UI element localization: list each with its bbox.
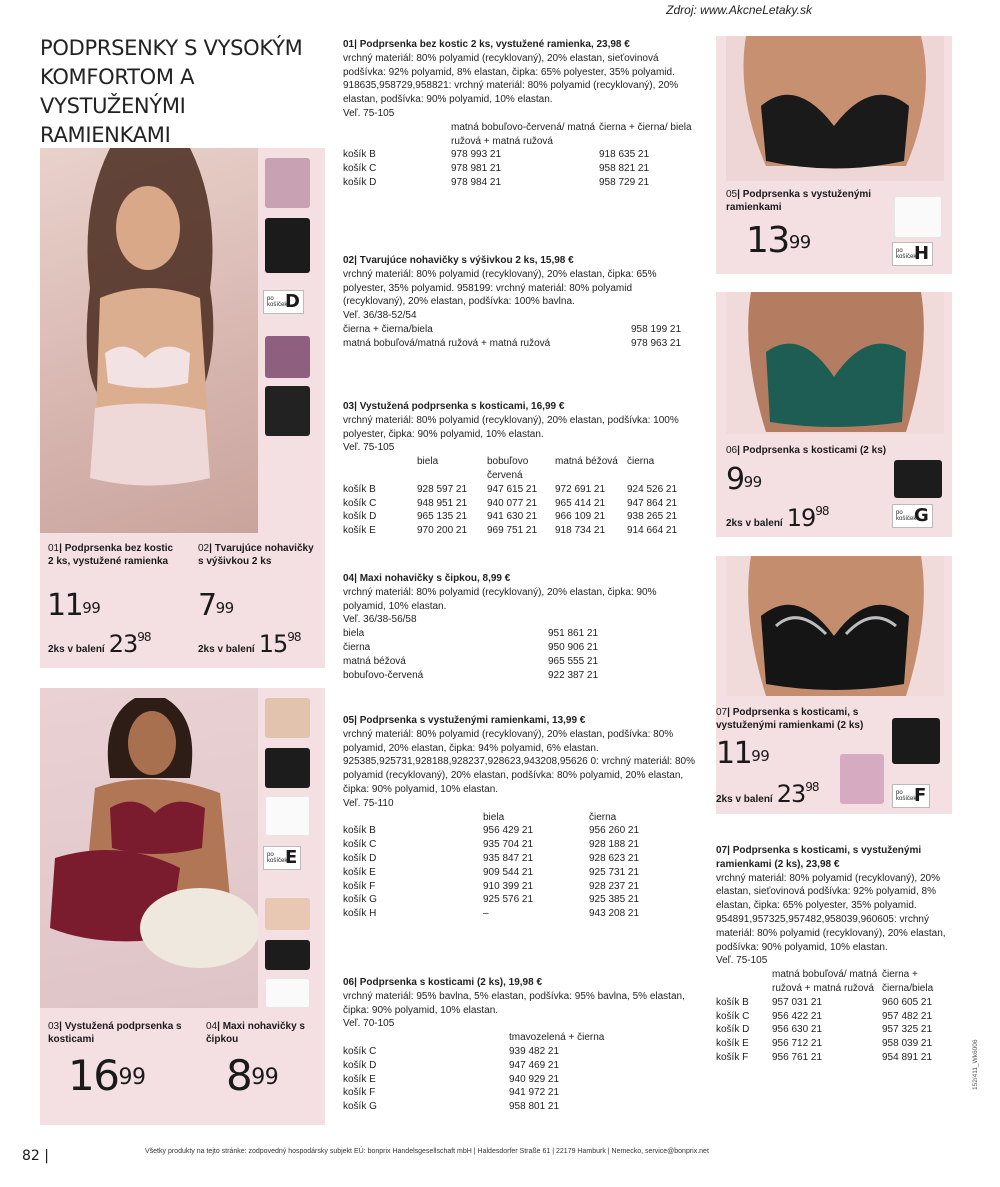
table-row: košík D 947 469 21 xyxy=(343,1059,560,1071)
table-row: košík D 956 630 21 957 325 21 xyxy=(716,1024,933,1036)
thumb-bra-black-3 xyxy=(894,460,942,498)
table-row: košík B 957 031 21 960 605 21 xyxy=(716,996,933,1008)
table-row: košík C 978 981 21 958 821 21 xyxy=(343,163,650,175)
table-row: košík C 939 482 21 xyxy=(343,1045,560,1057)
thumb-briefs-black-2 xyxy=(265,940,310,970)
table-row: bobuľovo-červená 922 387 21 xyxy=(343,669,599,681)
offer-07-caption: 07| Podprsenka s kosticami, s vystuženými ramienkami (2 ks) xyxy=(716,707,864,731)
offer-07-price: $11^{99}$ xyxy=(716,736,770,771)
table-row: košík F 941 972 21 xyxy=(343,1087,560,1099)
desc-06: 06| Podprsenka s kosticami (2 ks), 19,98 € vrchný materiál: 95% bavlna, 5% elastan, podšívka: 95% bavlna, 5% elastan, čipka: 90% polyamid, 10% elastan. Veľ. 70-105 tmavozelená + čierna košík C 939 482 21 košík D 947 469 21 košík E 940 929 21 košík F 941 972 21 košík G 958 801 21 xyxy=(343,977,685,1113)
table-row: košík D 965 135 21 941 630 21 966 109 21 938 265 21 xyxy=(343,511,678,523)
table-row: košík B 928 597 21 947 615 21 972 691 21 924 526 21 xyxy=(343,483,678,495)
offer-panel-07 xyxy=(716,556,952,814)
desc-05-table: biela čierna košík B 956 429 21 956 260 21 košík C 935 704 21 928 188 21 košík D 935 847 21 928 623 21 košík E 909 544 21 925 731 21 košík F 910 399 21 928 237 21 košík G 925 576 21 925 385 21 košík H – 943 208 21 xyxy=(343,811,640,920)
offer-03-price: $16^{99}$ xyxy=(68,1051,146,1100)
desc-01: 01| Podprsenka bez kostic 2 ks, vystužené ramienka, 23,98 € vrchný materiál: 80% polyamid (recyklovaný), 20% elastan, sieťovinová podšívka: 92% polyamid, 8% elastan, čipka: 65% polyester, 35% polyamid. 918635,958729,958821: vrchný materiál: 80% polyamid (recyklovaný), 20% elastan, podšívka: 90% polyamid, 10% elastan. Veľ. 75-105 matná bobuľovo-červená/ matná ružová + matná ružová čierna + čierna/ biela košík B 978 993 21 918 635 21 košík C 978 981 21 958 821 21 košík D 978 984 21 958 729 21 xyxy=(343,39,692,188)
desc-06-table: tmavozelená + čierna košík C 939 482 21 košík D 947 469 21 košík E 940 929 21 košík F 941 972 21 košík G 958 801 21 xyxy=(343,1032,605,1113)
cup-size-tag-f: po košíček F xyxy=(892,784,930,808)
offer-01-price: $11^{99}$ xyxy=(47,588,101,623)
offer-07-pack-price: 2ks v balení $23^{98}$ xyxy=(716,780,819,808)
table-row: košík E 909 544 21 925 731 21 xyxy=(343,866,640,878)
cup-size-tag-e: po košíček E xyxy=(263,846,301,870)
thumb-briefs-white xyxy=(265,978,310,1008)
offer-04-price: $8^{99}$ xyxy=(226,1051,279,1100)
offer-02-pack-price: 2ks v balení $15^{98}$ xyxy=(198,630,301,658)
table-row: košík E 956 712 21 958 039 21 xyxy=(716,1038,933,1050)
offer-06-price: $9^{99}$ xyxy=(726,462,762,497)
offer-02-price: $7^{99}$ xyxy=(198,588,234,623)
desc-03-table: biela bobuľovo červená matná béžová čierna košík B 928 597 21 947 615 21 972 691 21 924 526 21 košík C 948 951 21 940 077 21 965 414 21 947 864 21 košík D 965 135 21 941 630 21 966 109 21 938 265 21 košík E 970 200 21 969 751 21 918 734 21 914 664 21 xyxy=(343,456,678,537)
offer-02-caption: 02| Tvarujúce nohavičky s výšivkou 2 ks xyxy=(198,543,314,567)
thumb-bra-mauve-2 xyxy=(840,754,884,804)
thumb-briefs-black xyxy=(265,386,310,436)
offer-06-caption: 06| Podprsenka s kosticami (2 ks) xyxy=(726,445,887,456)
model-photo-pink-lingerie xyxy=(40,148,258,533)
table-row: matná béžová 965 555 21 xyxy=(343,655,599,667)
offer-panel-01-02 xyxy=(40,148,325,668)
legal-footer: Všetky produkty na tejto stránke: zodpovedný hospodársky subjekt EÚ: bonprix Handelsgesellschaft mbH | Haldesdorfer Straße 61 | 22179 Hamburk | Nemecko, service@bonprix.net xyxy=(145,1148,709,1155)
table-row: košík F 956 761 21 954 891 21 xyxy=(716,1051,933,1063)
page-headline: PODPRSENKY S VYSOKÝM KOMFORTOM A VYSTUŽENÝMI RAMIENKAMI xyxy=(40,36,303,147)
table-row: čierna 950 906 21 xyxy=(343,641,599,653)
desc-02-table xyxy=(343,323,681,351)
table-row: košík D 935 847 21 928 623 21 xyxy=(343,852,640,864)
product-photo-bra-green xyxy=(726,292,944,434)
desc-02: 02| Tvarujúce nohavičky s výšivkou 2 ks, 15,98 € vrchný materiál: 80% polyamid (recyklovaný), 20% elastan, čipka: 65% polyester, 35% polyamid. 958199: vrchný materiál: 80% polyamid (recyklovaný), 20% elastan, podšívka: 100% bavlna. Veľ. 36/38-52/54 čierna + čierna/biela 958 199 21 matná bobuľová/matná ružová + matná ružová 978 963 21 xyxy=(343,255,682,349)
table-row: košík F 910 399 21 928 237 21 xyxy=(343,880,640,892)
table-row: košík B 978 993 21 918 635 21 xyxy=(343,149,650,161)
table-row: košík D 978 984 21 958 729 21 xyxy=(343,176,650,188)
desc-05: 05| Podprsenka s vystuženými ramienkami, 13,99 € vrchný materiál: 80% polyamid (recyklovaný), 20% elastan, podšívka: 80% polyamid, 20% elastan, čipka: 94% polyamid, 6% elastan. 925385,925731,928188,928237,928623,943208,95626 0: vrchný materiál: 80% polyamid (recyklovaný), 20% elastan, podšívka: 80% polyamid, 20% elastan, čipka: 90% polyamid, 10% elastan. Veľ. 75-110 biela čierna košík B 956 429 21 956 260 21 košík C 935 704 21 928 188 21 košík D 935 847 21 928 623 21 košík E 909 544 21 925 731 21 košík F 910 399 21 928 237 21 košík G 925 576 21 925 385 21 košík H – 943 208 21 xyxy=(343,715,695,920)
catalog-code: 152/411_Wk6006 xyxy=(972,1039,979,1090)
table-row: košík B 956 429 21 956 260 21 xyxy=(343,825,640,837)
table-row: košík H – 943 208 21 xyxy=(343,908,640,920)
offer-04-caption: 04| Maxi nohavičky s čipkou xyxy=(206,1021,305,1045)
source-credit: Zdroj: www.AkcneLetaky.sk xyxy=(666,3,812,17)
table-row: matná bobuľová/matná ružová + matná ružová 978 963 21 xyxy=(343,337,682,349)
thumb-bra-beige xyxy=(265,698,310,738)
page-number: 82 | xyxy=(22,1148,49,1164)
desc-04: 04| Maxi nohavičky s čipkou, 8,99 € vrchný materiál: 80% polyamid (recyklovaný), 20% elastan, čipka: 90% polyamid, 10% elastan. Veľ. 36/38-56/58 biela 951 861 21 čierna 950 906 21 matná béžová 965 555 21 bobuľovo-červená 922 387 21 xyxy=(343,573,657,681)
table-row: košík C 935 704 21 928 188 21 xyxy=(343,839,640,851)
table-row: košík E 970 200 21 969 751 21 918 734 21 914 664 21 xyxy=(343,525,678,537)
thumb-bra-white-2 xyxy=(894,196,942,238)
table-row: čierna + čierna/biela 958 199 21 xyxy=(343,323,682,335)
offer-03-caption: 03| Vystužená podprsenka s kosticami xyxy=(48,1021,182,1045)
cup-size-tag-h: po košíček H xyxy=(892,242,933,266)
table-row: košík G 958 801 21 xyxy=(343,1101,560,1113)
desc-01-table: matná bobuľovo-červená/ matná ružová + matná ružová čierna + čierna/ biela košík B 978 993 21 918 635 21 košík C 978 981 21 958 821 21 košík D 978 984 21 958 729 21 xyxy=(343,121,692,188)
thumb-briefs-mauve xyxy=(265,336,310,378)
desc-07: 07| Podprsenka s kosticami, s vystuženými ramienkami (2 ks), 23,98 € vrchný materiál: 80% polyamid (recyklovaný), 20% elastan, sieťovinová podšívka: 92% polyamid, 8% elastan, čipka: 65% polyester, 35% polyamid. 954891,957325,957482,958039,960605: vrchný materiál: 80% polyamid (recyklovaný), 20% elastan, podšívka: 90% polyamid, 10% elastan. Veľ. 75-105 matná bobuľová/ matná ružová + matná ružová čierna + čierna/biela košík B 957 031 21 960 605 21 košík C 956 422 21 957 482 21 košík D 956 630 21 957 325 21 košík E 956 712 21 958 039 21 košík F 956 761 21 954 891 21 xyxy=(716,844,956,1065)
product-photo-bra-black xyxy=(726,36,944,181)
table-row: košík C 956 422 21 957 482 21 xyxy=(716,1010,933,1022)
cup-size-tag-d: po košíček D xyxy=(263,290,304,314)
offer-06-pack-price: 2ks v balení $19^{98}$ xyxy=(726,504,829,532)
thumb-briefs-beige xyxy=(265,898,310,930)
offer-panel-05 xyxy=(716,36,952,274)
model-photo-burgundy-lingerie xyxy=(40,688,258,1008)
offer-01-caption: 01| Podprsenka bez kostic 2 ks, vystužené ramienka xyxy=(48,543,174,567)
table-row: košík C 948 951 21 940 077 21 965 414 21 947 864 21 xyxy=(343,497,678,509)
desc-04-table xyxy=(343,627,598,682)
desc-07-table: matná bobuľová/ matná ružová + matná ružová čierna + čierna/biela košík B 957 031 21 960 605 21 košík C 956 422 21 957 482 21 košík D 956 630 21 957 325 21 košík E 956 712 21 958 039 21 košík F 956 761 21 954 891 21 xyxy=(716,968,956,1065)
table-row: biela 951 861 21 xyxy=(343,628,599,640)
desc-03: 03| Vystužená podprsenka s kosticami, 16,99 € vrchný materiál: 80% polyamid (recyklovaný), 20% elastan, podšívka: 100% polyester, čipka: 90% polyamid, 10% elastan. Veľ. 75-105 biela bobuľovo červená matná béžová čierna košík B 928 597 21 947 615 21 972 691 21 924 526 21 košík C 948 951 21 940 077 21 965 414 21 947 864 21 košík D 965 135 21 941 630 21 966 109 21 938 265 21 košík E 970 200 21 969 751 21 918 734 21 914 664 21 xyxy=(343,401,679,537)
table-row: košík E 940 929 21 xyxy=(343,1073,560,1085)
thumb-bra-mauve xyxy=(265,158,310,208)
product-photo-bra-black-lace xyxy=(726,556,944,696)
thumb-bra-black-4 xyxy=(892,718,940,764)
offer-05-caption: 05| Podprsenka s vystuženými ramienkami xyxy=(726,189,872,213)
offer-panel-03-04 xyxy=(40,688,325,1125)
offer-05-price: $13^{99}$ xyxy=(746,220,811,261)
offer-panel-06 xyxy=(716,292,952,537)
cup-size-tag-g: po košíček G xyxy=(892,504,933,528)
table-row: košík G 925 576 21 925 385 21 xyxy=(343,894,640,906)
thumb-bra-white xyxy=(265,796,310,836)
offer-01-pack-price: 2ks v balení $23^{98}$ xyxy=(48,630,151,658)
thumb-bra-black xyxy=(265,218,310,273)
thumb-bra-black-2 xyxy=(265,748,310,788)
